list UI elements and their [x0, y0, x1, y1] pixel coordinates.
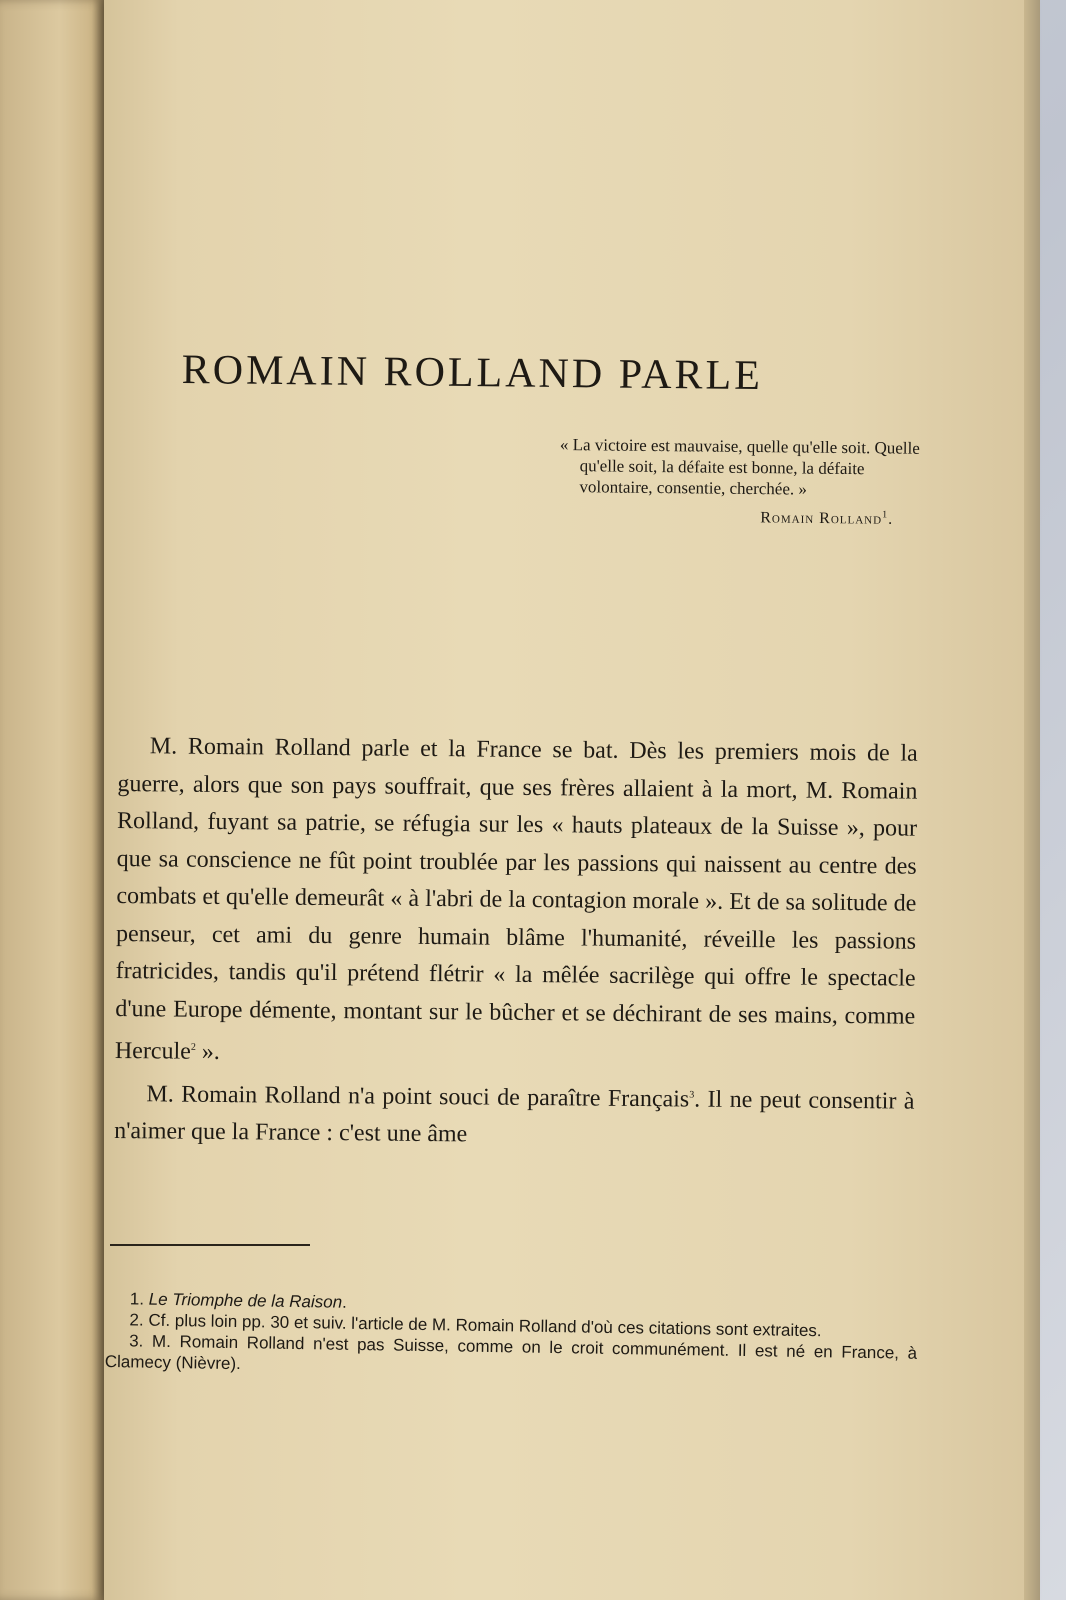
footnote-ref-1: 1 [882, 509, 889, 521]
page-edge [1024, 0, 1040, 1600]
chapter-title: ROMAIN ROLLAND PARLE [181, 347, 764, 400]
paragraph-1-end: ». [195, 1038, 220, 1065]
footnote-1-text: . [341, 1292, 348, 1312]
paragraph-1 [115, 728, 918, 1078]
footnote-3-number: 3. [129, 1331, 144, 1351]
footnote-1-number: 1. [129, 1289, 145, 1309]
footnote-divider [110, 1244, 310, 1246]
paragraph-2 [114, 1070, 915, 1158]
book-page [104, 0, 1034, 1600]
footnote-ref-2: 2 [190, 1041, 196, 1053]
paragraph-2-text: M. Romain Rolland n'a point souci de paraître Français [146, 1080, 690, 1112]
footnote-ref-3: 3 [689, 1089, 695, 1101]
epigraph-text: « La victoire est mauvaise, quelle qu'elle soit. Quelle qu'elle soit, la défaite est bonne, la défaite volontaire, consentie, cherchée. » [559, 434, 920, 499]
epigraph-author [559, 501, 919, 530]
epigraph-author-end: . [888, 510, 894, 528]
epigraph [559, 434, 920, 530]
footnote-2-number: 2. [129, 1310, 144, 1330]
paragraph-2-end: . Il ne peut consentir à n'aimer que la France : c'est une âme [114, 1086, 915, 1148]
footnote-3-text: M. Romain Rolland n'est pas Suisse, comme on le croit communément. Il est né en France, à Clamecy (Nièvre). [104, 1331, 918, 1374]
footnotes [105, 1288, 918, 1385]
footnote-2-text: Cf. plus loin pp. 30 et suiv. l'article de M. Romain Rolland d'où ces citations sont extraites. [148, 1310, 822, 1341]
footnote-1-title: Le Triomphe de la Raison [148, 1289, 343, 1312]
facing-page [0, 0, 108, 1600]
body-text [114, 728, 918, 1158]
paragraph-1-text: M. Romain Rolland parle et la France se bat. Dès les premiers mois de la guerre, alors que son pays souffrait, que ses frères allaient à la mort, M. Romain Rolland, fuyant sa patrie, se réfugia sur les « hauts plateaux de la Suisse », pour que sa conscience ne fût point troublée par les passions qui naissent au centre des combats et qu'elle demeurât « à l'abri de la contagion morale ». Et de sa solitude de penseur, cet ami du genre humain blâme l'humanité, réveille les passions fratricides, tandis qu'il prétend flétrir « la mêlée sacrilège qui offre le spectacle d'une Europe démente, montant sur le bûcher et se déchirant de ses mains, comme Hercule [114, 733, 918, 1065]
epigraph-author-name: Romain Rolland [760, 509, 883, 528]
